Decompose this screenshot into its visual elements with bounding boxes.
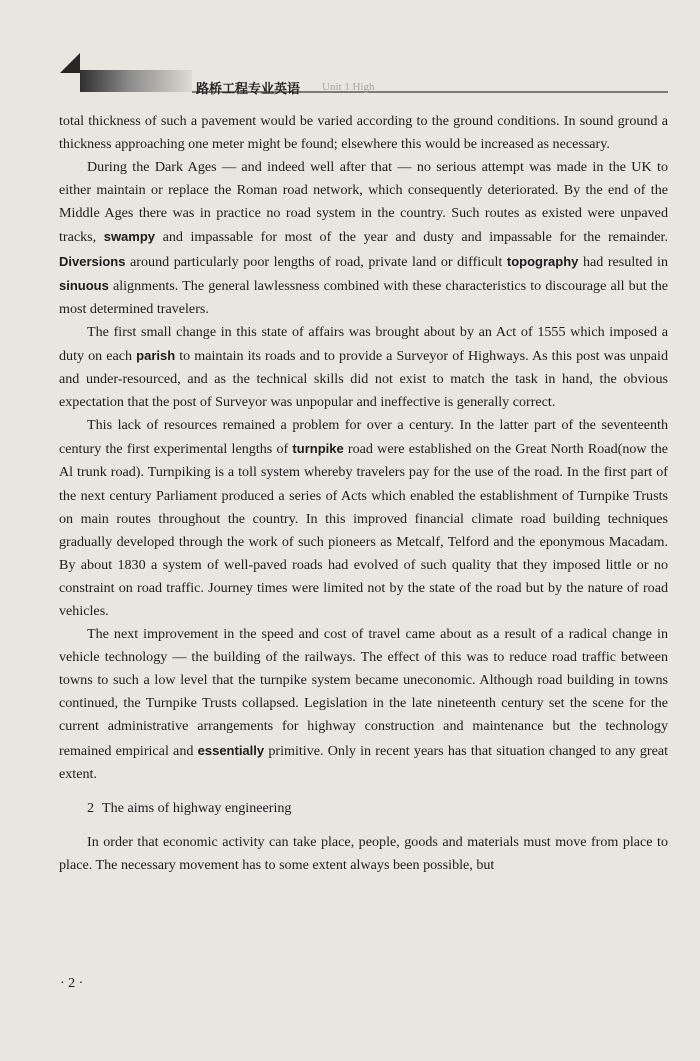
- keyword-essentially: essentially: [197, 742, 265, 758]
- header-title: 路桥工程专业英语: [196, 82, 301, 97]
- running-header: [0, 52, 700, 100]
- paragraph-2: During the Dark Ages — and indeed well after that — no serious attempt was made in the UK to either maintain or replace the Roman road network, which consequently deteriorated. By the end of the Middle Ages there was in practice no road system in the country. Such routes as existed were unpaved tracks, swampy and impassable for most of the year and dusty and impassable for the remainder. Diversions around particularly poor lengths of road, private land or difficult topography had resulted in sinuous alignments. The general lawlessness combined with these characteristics to discourage all but the most determined travelers.: [59, 159, 669, 317]
- paragraph-6: In order that economic activity can take place, people, goods and materials must move from place to place. The necessary movement has to some extent always been possible, but: [59, 833, 668, 873]
- keyword-sinuous: sinuous: [59, 277, 109, 293]
- keyword-topography: topography: [506, 253, 579, 269]
- header-corner-triangle: [60, 53, 80, 73]
- keyword-parish: parish: [136, 347, 176, 363]
- section-title: The aims of highway engineering: [102, 799, 292, 816]
- page-body: [59, 110, 668, 877]
- paragraph-4: This lack of resources remained a problem for over a century. In the latter part of the seventeenth century the first experimental lengths of turnpike road were established on the Great North Road(now the Al trunk road). Turnpiking is a toll system whereby travelers pay for the use of the road. In the first part of the next century Parliament produced a series of Acts which enabled the establishment of Turnpike Trusts on main routes throughout the country. In this improved financial climate road building techniques gradually developed through the work of such pioneers as Metcalf, Telford and the eponymous Macadam. By about 1830 a system of well-paved roads had evolved of such quality that they imposed little or no constraint on road traffic. Journey times were limited not by the state of the road but by the nature of road vehicles.: [59, 417, 669, 619]
- section-number: 2: [87, 799, 95, 816]
- keyword-diversions: Diversions: [59, 253, 126, 269]
- paragraph-3: The first small change in this state of affairs was brought about by an Act of 1555 which imposed a duty on each parish to maintain its roads and to provide a Surveyor of Highways. As this post was unpaid and under-resourced, and as the technical skills did not exist to match the task in hand, the obvious expectation that the post of Surveyor was unpopular and ineffective is generally correct.: [59, 323, 668, 411]
- keyword-turnpike: turnpike: [292, 441, 344, 457]
- keyword-swampy: swampy: [103, 229, 156, 245]
- paragraph-5: The next improvement in the speed and cost of travel came about as a result of a radical change in vehicle technology — the building of the railways. The effect of this was to reduce road traffic between towns to such a low level that the turnpike system became uneconomic. Although road building in towns continued, the Turnpike Trusts collapsed. Legislation in the late nineteenth century set the scene for the current administrative arrangements for highway construction and maintenance but the technology remained empirical and essentially primitive. Only in recent years has that situation changed to any great extent.: [59, 626, 668, 782]
- section-heading: [87, 797, 668, 820]
- header-bleed-text: Unit 1 High: [322, 81, 375, 93]
- page-number: · 2 ·: [60, 976, 84, 991]
- header-gradient-bar: [80, 70, 192, 92]
- paragraph-1: total thickness of such a pavement would be varied according to the ground conditions. In sound ground a thickness approaching one meter might be found; elsewhere this would be increased as necessary.: [59, 113, 668, 153]
